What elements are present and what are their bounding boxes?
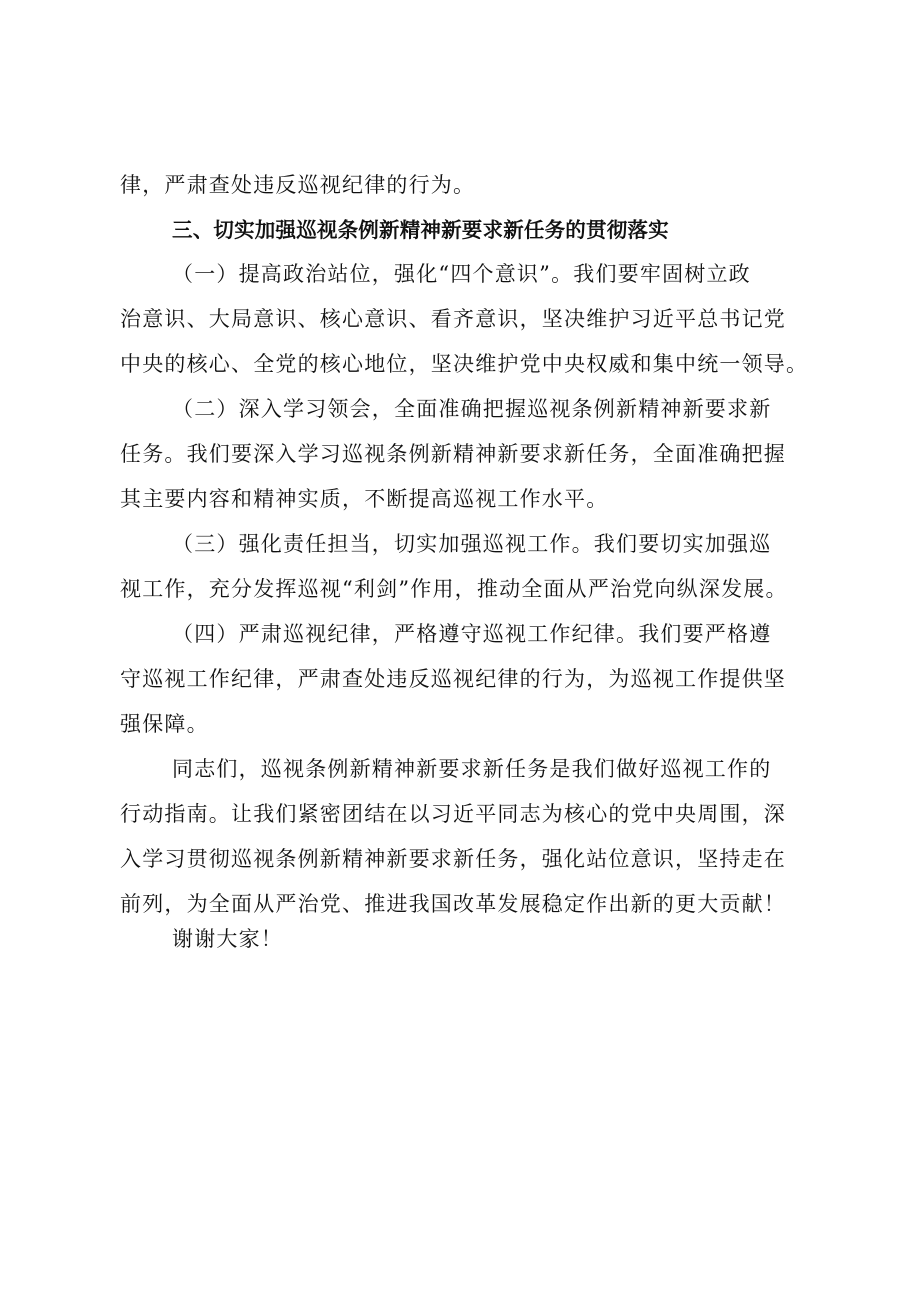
paragraph-2 — [120, 387, 840, 522]
paragraph-line: 中央的核心、全党的核心地位，坚决维护党中央权威和集中统一领导。 — [120, 352, 809, 376]
paragraph-4 — [120, 612, 840, 747]
paragraph-line: （三）强化责任担当，切实加强巡视工作。我们要切实加强巡 — [172, 532, 772, 556]
paragraph-line: （四）严肃巡视纪律，严格遵守巡视工作纪律。我们要严格遵 — [172, 622, 772, 646]
section-heading: 三、切实加强巡视条例新精神新要求新任务的贯彻落实 — [172, 218, 669, 242]
paragraph-line: 守巡视工作纪律，严肃查处违反巡视纪律的行为，为巡视工作提供坚 — [120, 667, 786, 691]
paragraph-3 — [120, 522, 840, 612]
paragraph-line: 治意识、大局意识、核心意识、看齐意识，坚决维护习近平总书记党 — [120, 307, 786, 331]
paragraph-line: 视工作，充分发挥巡视“利剑”作用，推动全面从严治党向纵深发展。 — [120, 577, 788, 601]
paragraph-line: 其主要内容和精神实质，不断提高巡视工作水平。 — [120, 487, 609, 511]
paragraph-line: 强保障。 — [120, 712, 209, 736]
paragraph-line: 行动指南。让我们紧密团结在以习近平同志为核心的党中央周围，深 — [120, 802, 786, 826]
paragraph-line: 前列，为全面从严治党、推进我国改革发展稳定作出新的更大贡献！ — [120, 892, 786, 916]
paragraph-line: （二）深入学习领会，全面准确把握巡视条例新精神新要求新 — [172, 397, 772, 421]
closing-line: 谢谢大家！ — [172, 927, 283, 951]
text-line-continuation: 律，严肃查处违反巡视纪律的行为。 — [120, 173, 476, 197]
paragraph-line: 入学习贯彻巡视条例新精神新要求新任务，强化站位意识，坚持走在 — [120, 847, 786, 871]
paragraph-5 — [120, 747, 840, 927]
paragraph-line: 任务。我们要深入学习巡视条例新精神新要求新任务，全面准确把握 — [120, 442, 786, 466]
paragraph-line: 同志们，巡视条例新精神新要求新任务是我们做好巡视工作的 — [172, 757, 772, 781]
paragraph-1 — [120, 252, 840, 387]
paragraph-line: （一）提高政治站位，强化“四个意识”。我们要牢固树立政 — [172, 262, 751, 286]
